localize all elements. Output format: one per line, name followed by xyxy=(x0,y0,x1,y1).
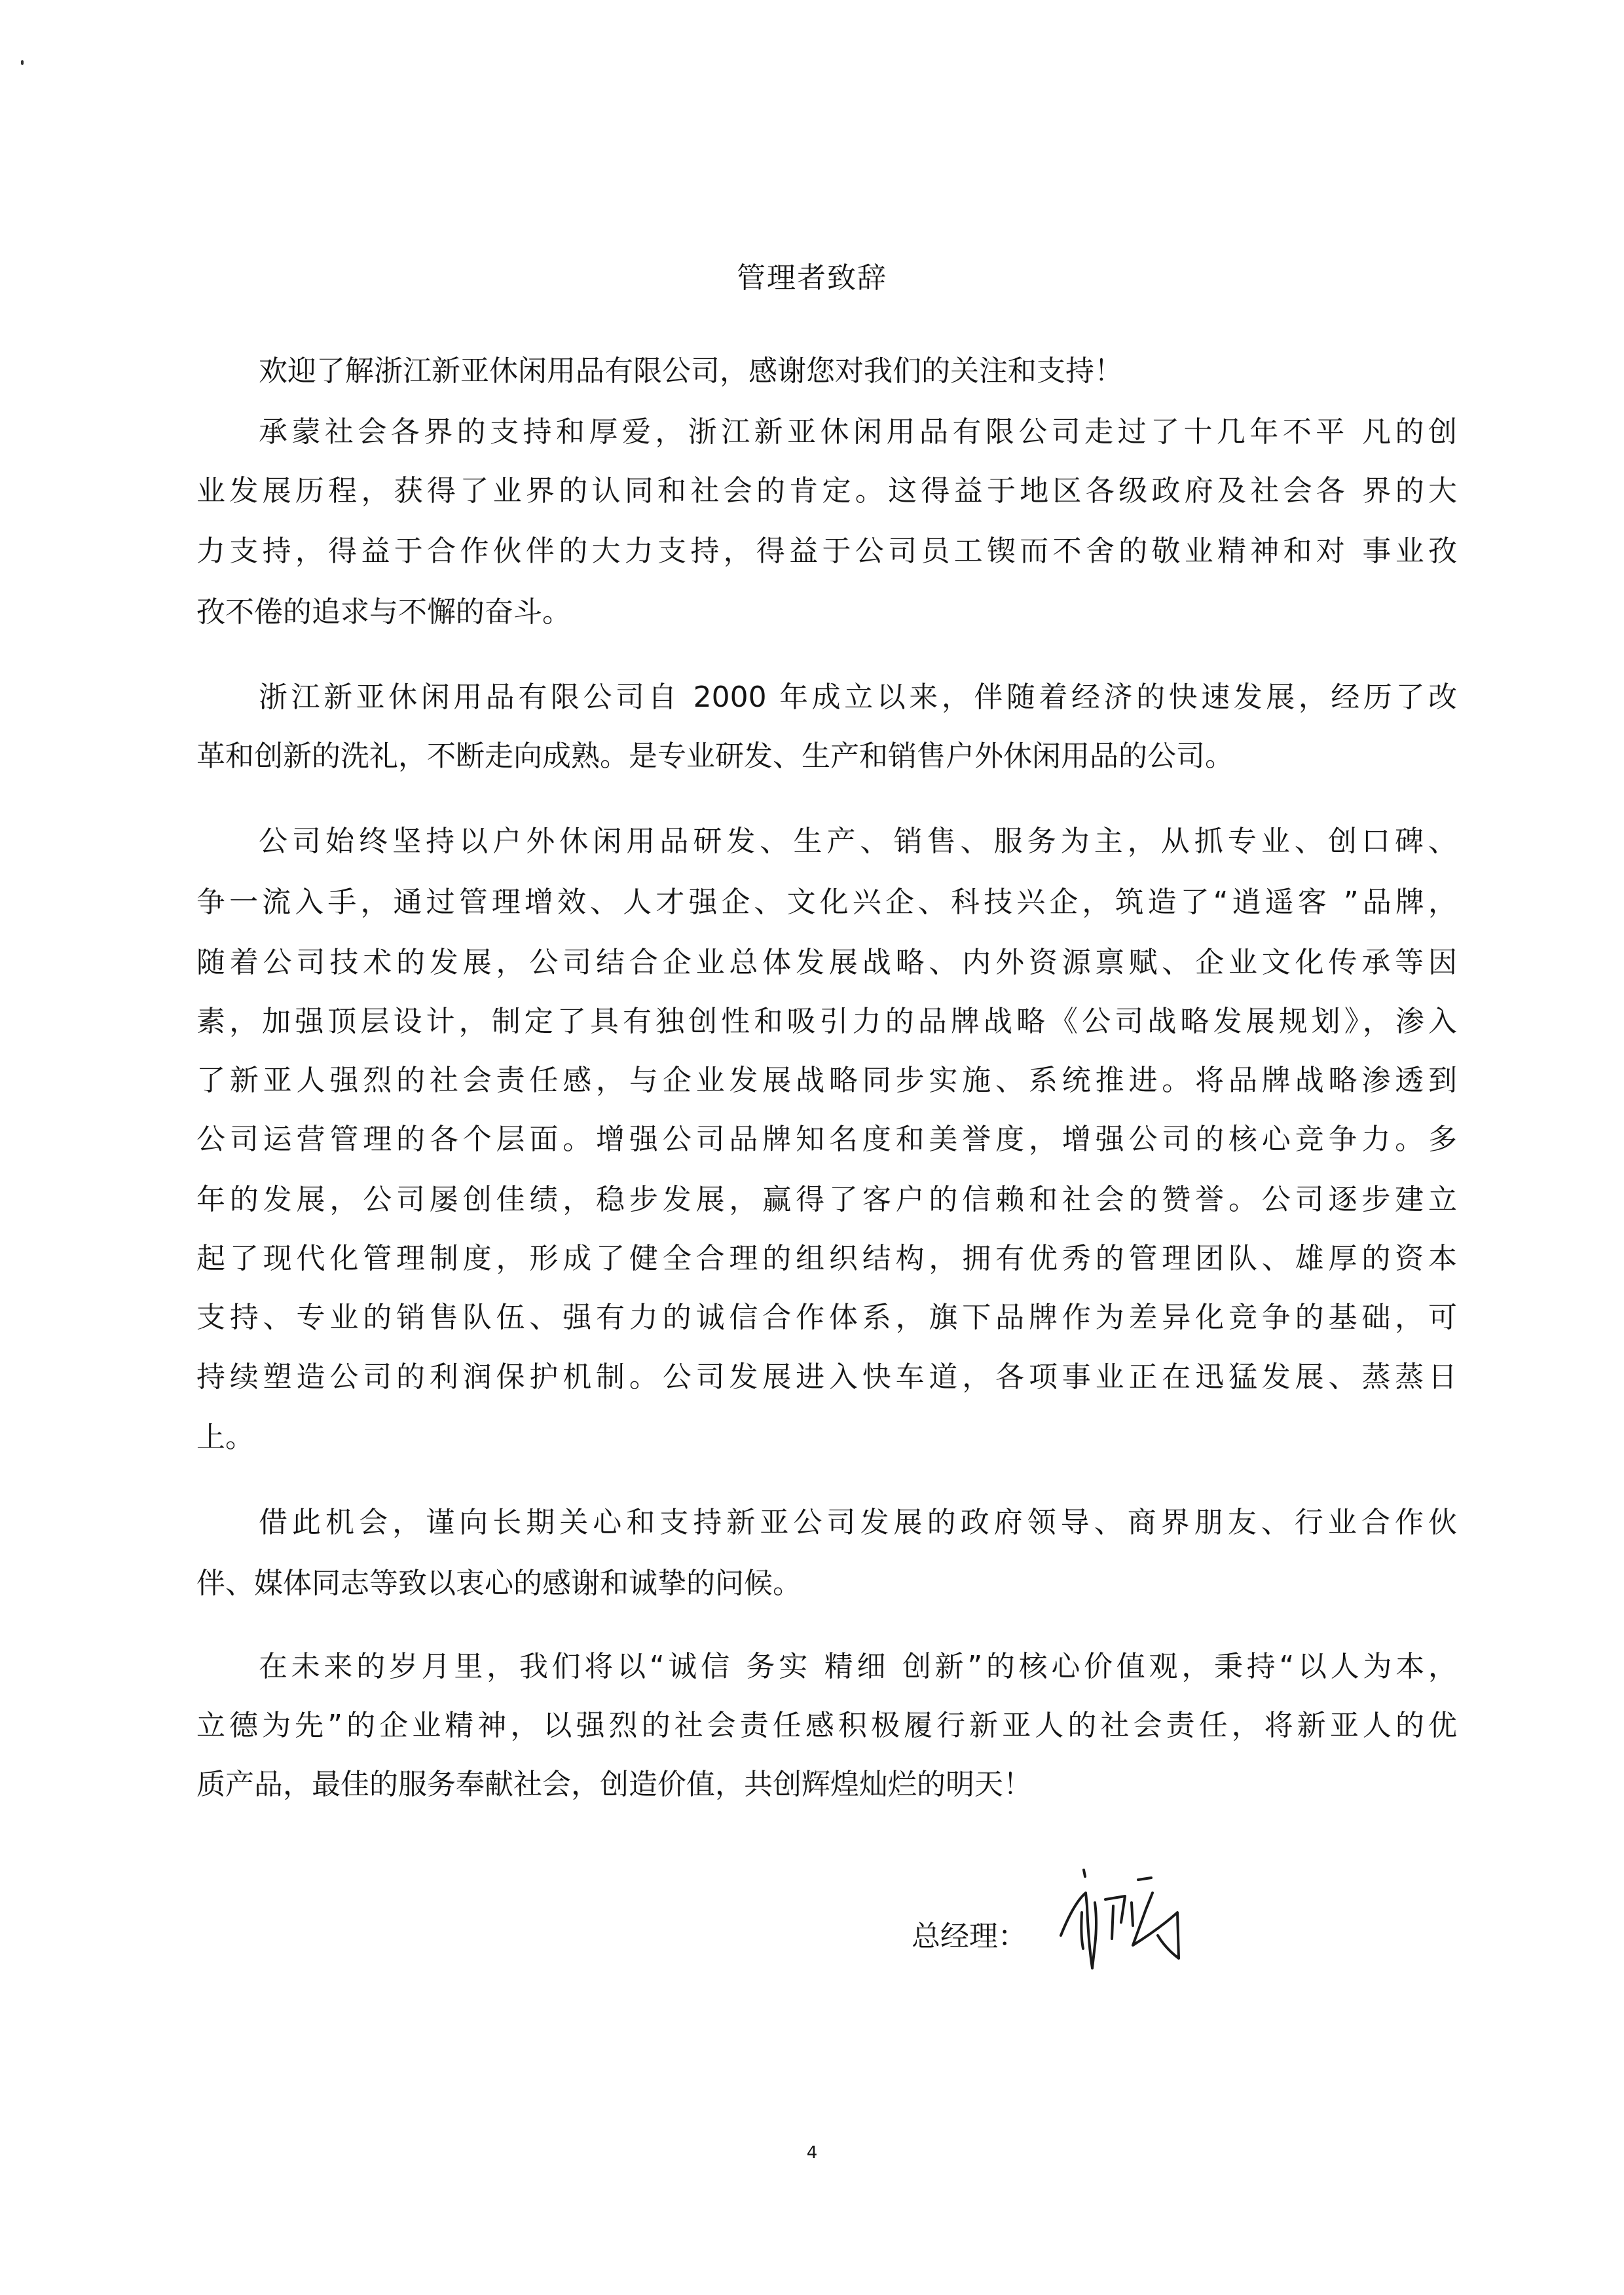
paragraph-line: 立德为先”的企业精神，以强烈的社会责任感积极履行新亚人的社会责任，将新亚人的优 xyxy=(196,1709,1457,1742)
paragraph-line: 争一流入手，通过管理增效、人才强企、文化兴企、科技兴企，筑造了“逍遥客 ”品牌， xyxy=(196,886,1457,919)
paragraph-line: 孜不倦的追求与不懈的奋斗。 xyxy=(196,595,571,629)
paragraph-line: 起了现代化管理制度，形成了健全合理的组织结构，拥有优秀的管理团队、雄厚的资本 xyxy=(196,1242,1457,1275)
paragraph-line: 浙江新亚休闲用品有限公司自 2000 年成立以来，伴随着经济的快速发展，经历了改 xyxy=(259,681,1457,714)
paragraph-line: 随着公司技术的发展，公司结合企业总体发展战略、内外资源禀赋、企业文化传承等因 xyxy=(196,946,1457,979)
paragraph-line: 素，加强顶层设计，制定了具有独创性和吸引力的品牌战略《公司战略发展规划》，渗入 xyxy=(196,1005,1457,1038)
paragraph-line: 力支持，得益于合作伙伴的大力支持，得益于公司员工锲而不舍的敬业精神和对 事业孜 xyxy=(196,534,1457,568)
paragraph-line: 业发展历程，获得了业界的认同和社会的肯定。这得益于地区各级政府及社会各 界的大 xyxy=(196,474,1457,508)
paragraph-line: 上。 xyxy=(196,1421,254,1454)
signature-stroke xyxy=(1061,1893,1096,1968)
signature-stroke xyxy=(1084,1870,1085,1876)
paragraph-line: 持续塑造公司的利润保护机制。公司发展进入快车道，各项事业正在迅猛发展、蒸蒸日 xyxy=(196,1360,1457,1394)
signature-stroke xyxy=(1081,1912,1083,1949)
page-title: 管理者致辞 xyxy=(737,261,887,295)
paragraph-line: 了新亚人强烈的社会责任感，与企业发展战略同步实施、系统推进。将品牌战略渗透到 xyxy=(196,1064,1457,1097)
handwritten-signature xyxy=(1048,1863,1231,1994)
signature-stroke xyxy=(1133,1893,1179,1958)
signature-stroke xyxy=(1112,1906,1113,1939)
paragraph-line: 质产品，最佳的服务奉献社会，创造价值，共创辉煌灿烂的明天！ xyxy=(196,1768,1032,1801)
signature-label: 总经理： xyxy=(912,1920,1027,1953)
paragraph-line: 支持、专业的销售队伍、强有力的诚信合作体系，旗下品牌作为差异化竞争的基础，可 xyxy=(196,1301,1457,1334)
paragraph-line: 公司运营管理的各个层面。增强公司品牌知名度和美誉度，增强公司的核心竞争力。多 xyxy=(196,1123,1457,1156)
signature-stroke xyxy=(1132,1903,1133,1926)
page-number: 4 xyxy=(806,2143,818,2163)
paragraph-line: 公司始终坚持以户外休闲用品研发、生产、销售、服务为主，从抓专业、创口碑、 xyxy=(259,825,1457,858)
paragraph-line: 欢迎了解浙江新亚休闲用品有限公司，感谢您对我们的关注和支持！ xyxy=(259,354,1123,388)
paragraph-line: 承蒙社会各界的支持和厚爱，浙江新亚休闲用品有限公司走过了十几年不平 凡的创 xyxy=(259,415,1457,449)
signature-stroke xyxy=(1138,1878,1151,1880)
paragraph-line: 革和创新的洗礼，不断走向成熟。是专业研发、生产和销售户外休闲用品的公司。 xyxy=(196,739,1234,773)
paragraph-line: 年的发展，公司屡创佳绩，稳步发展，赢得了客户的信赖和社会的赞誉。公司逐步建立 xyxy=(196,1183,1457,1216)
paragraph-line: 在未来的岁月里，我们将以“诚信 务实 精细 创新”的核心价值观，秉持“以人为本， xyxy=(259,1650,1457,1683)
paragraph-line: 伴、媒体同志等致以衷心的感谢和诚挚的问候。 xyxy=(196,1567,802,1600)
scan-speck xyxy=(21,60,24,65)
signature-stroke xyxy=(1105,1896,1125,1922)
paragraph-line: 借此机会，谨向长期关心和支持新亚公司发展的政府领导、商界朋友、行业合作伙 xyxy=(259,1506,1457,1539)
